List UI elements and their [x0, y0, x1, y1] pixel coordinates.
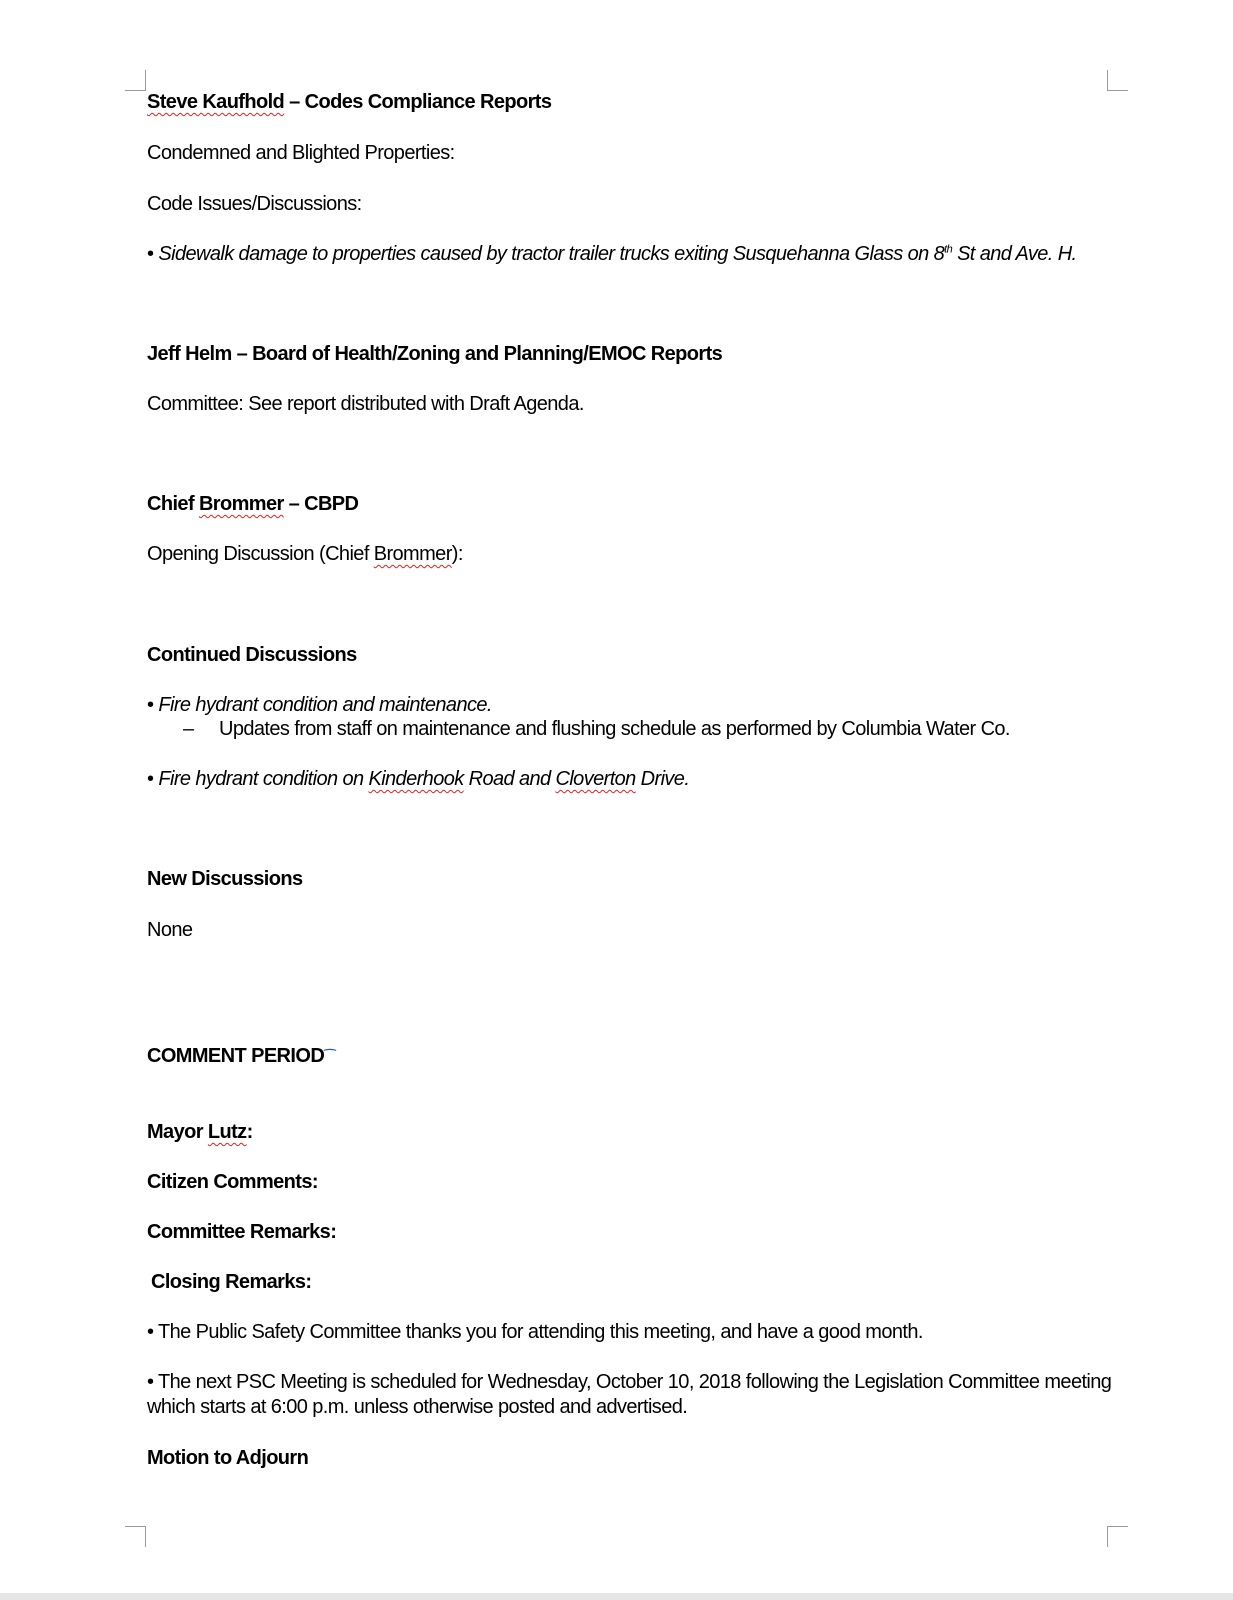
margin-corner-bottom-right [1107, 1526, 1128, 1547]
continued-heading: Continued Discussions [147, 644, 357, 666]
continued-item-1: • Fire hydrant condition and maintenance. [147, 694, 492, 716]
codes-name: Steve Kaufhold [147, 91, 285, 113]
police-heading: Chief Brommer – CBPD [147, 493, 359, 515]
continued-item-2: • Fire hydrant condition on Kinderhook Road and Cloverton Drive. [147, 768, 690, 790]
continued-item-1-sub: – Updates from staff on maintenance and flushing schedule as performed by Columbia Water Co. [183, 718, 1010, 740]
health-committee-text: Committee: See report distributed with Draft Agenda. [147, 393, 584, 415]
page-bottom-edge [0, 1593, 1233, 1600]
code-issue-item: • Sidewalk damage to properties caused by tractor trailer trucks exiting Susquehanna Glass on 8th St and Ave. H. [147, 243, 1077, 265]
codes-heading: Steve Kaufhold – Codes Compliance Reports [147, 91, 552, 113]
closing-remarks-label: Closing Remarks: [151, 1271, 312, 1293]
motion-to-adjourn: Motion to Adjourn [147, 1447, 309, 1469]
health-heading: Jeff Helm – Board of Health/Zoning and Planning/EMOC Reports [147, 343, 723, 365]
condemned-label: Condemned and Blighted Properties: [147, 142, 455, 164]
code-issues-label: Code Issues/Discussions: [147, 193, 362, 215]
mayor-label: Mayor Lutz: [147, 1121, 253, 1143]
margin-corner-top-right [1107, 70, 1128, 91]
police-opening-text: Opening Discussion (Chief Brommer): [147, 543, 463, 565]
margin-corner-bottom-left [125, 1526, 146, 1547]
comment-period-heading: COMMENT PERIOD⁀ [147, 1045, 336, 1067]
new-heading: New Discussions [147, 868, 303, 890]
next-meeting-line-2: which starts at 6:00 p.m. unless otherwise posted and advertised. [147, 1396, 688, 1418]
margin-corner-top-left [125, 70, 146, 91]
new-body: None [147, 919, 193, 941]
grammar-mark-icon: ⁀ [324, 1049, 336, 1065]
next-meeting-line-1: • The next PSC Meeting is scheduled for Wednesday, October 10, 2018 following the Legislation Committee meeting [147, 1371, 1112, 1393]
committee-remarks-label: Committee Remarks: [147, 1221, 337, 1243]
citizen-comments-label: Citizen Comments: [147, 1171, 318, 1193]
closing-thanks: • The Public Safety Committee thanks you for attending this meeting, and have a good month. [147, 1321, 923, 1343]
